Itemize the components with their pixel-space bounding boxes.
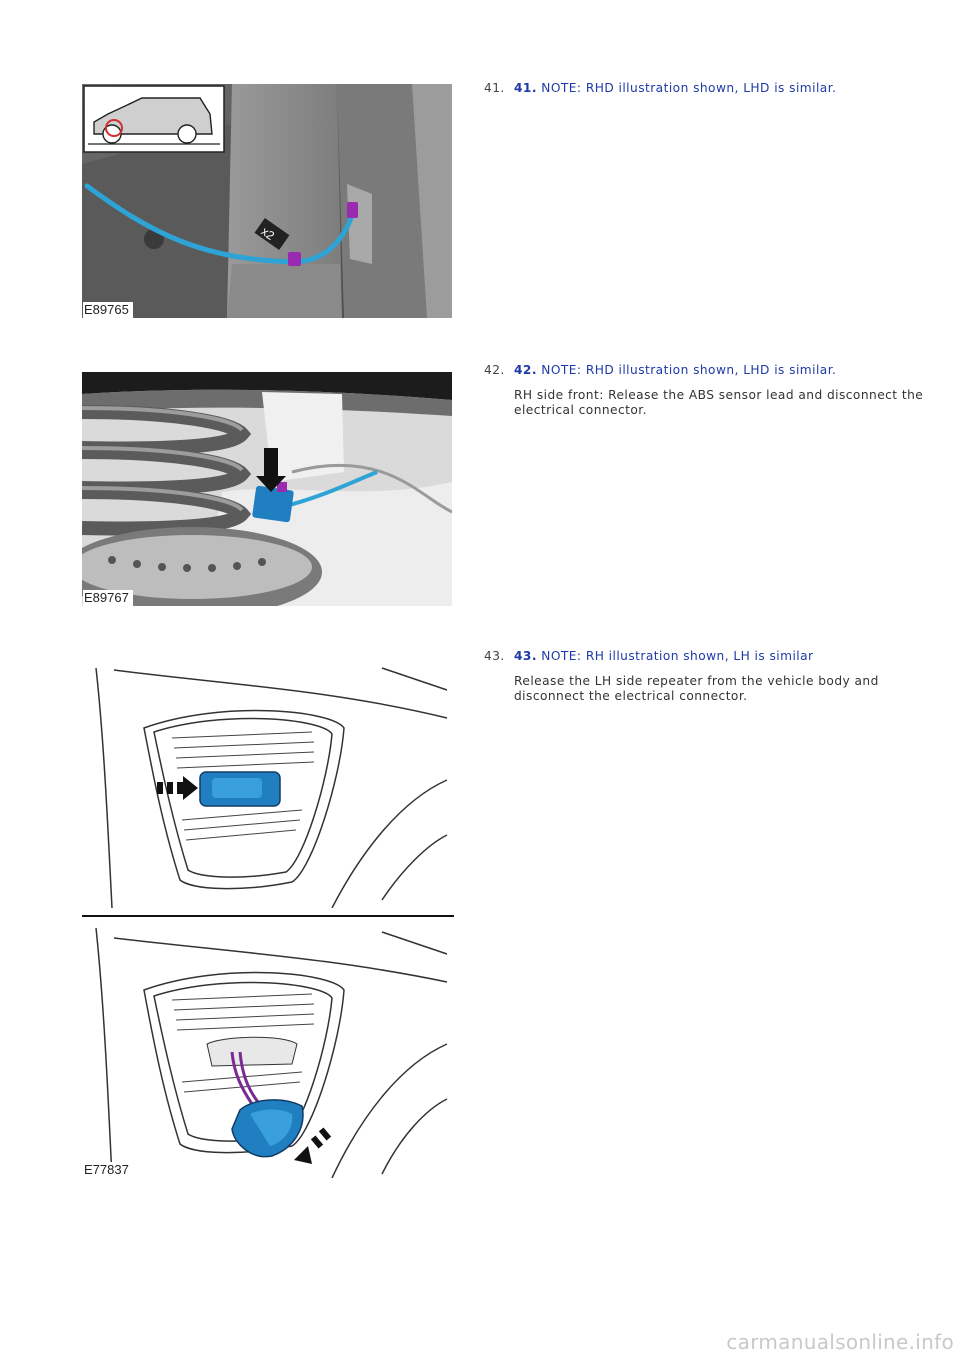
step-body: RH side front: Release the ABS sensor lead and disconnect the electrical connector. (514, 388, 924, 417)
figure-label: E89765 (83, 302, 133, 318)
step-43 (484, 649, 924, 704)
figure-42 (82, 372, 452, 606)
step-note: NOTE: RH illustration shown, LH is similar (541, 649, 814, 663)
step-heading (514, 649, 924, 664)
step-41 (484, 81, 924, 96)
step-number: 42. (484, 363, 505, 377)
figure-41 (82, 84, 452, 318)
figure-43a (82, 660, 452, 908)
figure-label: E89767 (83, 590, 133, 606)
step-note: NOTE: RHD illustration shown, LHD is similar. (541, 363, 837, 377)
divider (82, 915, 454, 917)
watermark: carmanualsonline.info (726, 1330, 954, 1354)
figure-label: E77837 (83, 1162, 133, 1178)
step-note: NOTE: RHD illustration shown, LHD is similar. (541, 81, 837, 95)
step-body: Release the LH side repeater from the vehicle body and disconnect the electrical connector. (514, 674, 879, 703)
step-heading (514, 363, 924, 378)
step-number: 43. (484, 649, 505, 663)
figure-43b (82, 924, 452, 1178)
step-bold-number: 43. (514, 649, 537, 663)
step-42 (484, 363, 924, 418)
step-number: 41. (484, 81, 505, 95)
step-heading (514, 81, 924, 96)
step-bold-number: 42. (514, 363, 537, 377)
step-bold-number: 41. (514, 81, 537, 95)
x2-callout: x2 (258, 224, 278, 243)
